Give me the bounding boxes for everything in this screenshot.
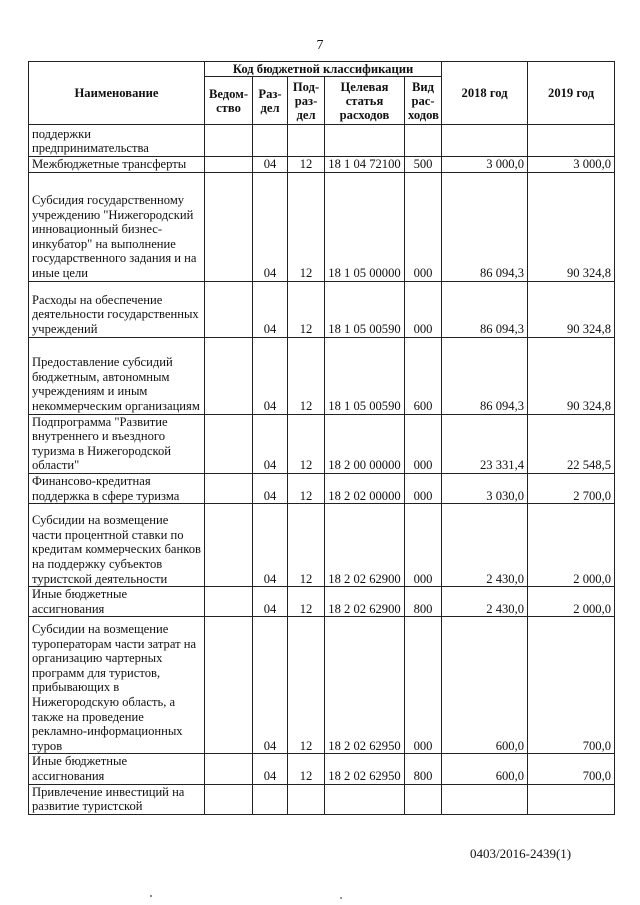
row-target: 18 1 05 00590 <box>325 337 405 414</box>
row-vedom <box>205 125 253 157</box>
row-2018: 600,0 <box>442 754 528 784</box>
row-vid: 000 <box>405 504 442 587</box>
header-vedom: Ведом-ство <box>205 77 253 125</box>
row-vid: 600 <box>405 337 442 414</box>
row-podrazdel: 12 <box>288 473 325 503</box>
table-row <box>29 172 615 281</box>
row-name: Иные бюджетные ассигнования <box>29 587 205 617</box>
header-2019: 2019 год <box>528 62 615 125</box>
row-target: 18 2 02 62950 <box>325 617 405 754</box>
row-podrazdel <box>288 125 325 157</box>
row-name: Иные бюджетные ассигнования <box>29 754 205 784</box>
table-row <box>29 281 615 337</box>
row-razdel: 04 <box>253 337 288 414</box>
row-podrazdel: 12 <box>288 754 325 784</box>
page-number: 7 <box>316 38 324 53</box>
row-target: 18 2 00 00000 <box>325 414 405 473</box>
row-razdel: 04 <box>253 587 288 617</box>
row-podrazdel: 12 <box>288 587 325 617</box>
row-target: 18 2 02 62900 <box>325 504 405 587</box>
header-code-group: Код бюджетной классификации <box>205 62 442 77</box>
document-code: 0403/2016-2439(1) <box>470 846 572 861</box>
row-vid: 500 <box>405 157 442 173</box>
header-vid: Вид рас-ходов <box>405 77 442 125</box>
row-podrazdel: 12 <box>288 414 325 473</box>
row-target: 18 1 05 00590 <box>325 281 405 337</box>
row-vedom <box>205 172 253 281</box>
row-target: 18 1 05 00000 <box>325 172 405 281</box>
table-row <box>29 414 615 473</box>
row-podrazdel: 12 <box>288 617 325 754</box>
row-2018: 600,0 <box>442 617 528 754</box>
row-2019: 90 324,8 <box>528 172 615 281</box>
row-podrazdel: 12 <box>288 157 325 173</box>
header-target: Целевая статья расходов <box>325 77 405 125</box>
table-row <box>29 504 615 587</box>
row-2018 <box>442 784 528 814</box>
row-2018: 86 094,3 <box>442 337 528 414</box>
row-2019: 22 548,5 <box>528 414 615 473</box>
row-2018 <box>442 125 528 157</box>
row-2019: 90 324,8 <box>528 281 615 337</box>
row-2018: 23 331,4 <box>442 414 528 473</box>
header-razdel: Раз-дел <box>253 77 288 125</box>
row-vid: 000 <box>405 617 442 754</box>
row-podrazdel: 12 <box>288 337 325 414</box>
scan-speck <box>340 897 342 899</box>
table-row <box>29 473 615 503</box>
scan-speck <box>150 895 152 897</box>
row-2018: 86 094,3 <box>442 172 528 281</box>
row-2019: 2 000,0 <box>528 504 615 587</box>
row-2019: 90 324,8 <box>528 337 615 414</box>
row-vedom <box>205 784 253 814</box>
row-vedom <box>205 617 253 754</box>
row-2018: 3 000,0 <box>442 157 528 173</box>
row-podrazdel: 12 <box>288 504 325 587</box>
row-vid: 000 <box>405 473 442 503</box>
row-target <box>325 125 405 157</box>
row-razdel: 04 <box>253 473 288 503</box>
row-vid: 000 <box>405 172 442 281</box>
row-target: 18 1 04 72100 <box>325 157 405 173</box>
header-name: Наименование <box>29 62 205 125</box>
table-header <box>29 62 615 125</box>
row-razdel: 04 <box>253 754 288 784</box>
row-vid: 800 <box>405 754 442 784</box>
row-vid: 800 <box>405 587 442 617</box>
row-vedom <box>205 754 253 784</box>
row-vedom <box>205 281 253 337</box>
row-podrazdel <box>288 784 325 814</box>
table-row <box>29 754 615 784</box>
row-name: Подпрограмма "Развитие внутреннего и въездного туризма в Нижегородской области" <box>29 414 205 473</box>
budget-table <box>28 61 615 815</box>
row-razdel: 04 <box>253 281 288 337</box>
row-target: 18 2 02 62950 <box>325 754 405 784</box>
row-2019: 2 700,0 <box>528 473 615 503</box>
table-row <box>29 617 615 754</box>
row-podrazdel: 12 <box>288 172 325 281</box>
row-vid <box>405 784 442 814</box>
table-row <box>29 587 615 617</box>
table-row <box>29 157 615 173</box>
row-target: 18 2 02 62900 <box>325 587 405 617</box>
row-name: Межбюджетные трансферты <box>29 157 205 173</box>
row-2018: 2 430,0 <box>442 587 528 617</box>
row-vid: 000 <box>405 281 442 337</box>
row-2019: 700,0 <box>528 754 615 784</box>
row-name: Расходы на обеспечение деятельности государственных учреждений <box>29 281 205 337</box>
row-2018: 3 030,0 <box>442 473 528 503</box>
row-name: Предоставление субсидий бюджетным, автономным учреждениям и иным некоммерческим организациям <box>29 337 205 414</box>
table-row <box>29 337 615 414</box>
row-2019: 2 000,0 <box>528 587 615 617</box>
row-name: Субсидия государственному учреждению "Нижегородский инновационный бизнес-инкубатор" на выполнение государственного задания и на иные цели <box>29 172 205 281</box>
row-name: поддержки предпринимательства <box>29 125 205 157</box>
row-razdel: 04 <box>253 617 288 754</box>
row-name: Финансово-кредитная поддержка в сфере туризма <box>29 473 205 503</box>
row-razdel: 04 <box>253 414 288 473</box>
row-vedom <box>205 337 253 414</box>
row-razdel: 04 <box>253 172 288 281</box>
row-podrazdel: 12 <box>288 281 325 337</box>
header-2018: 2018 год <box>442 62 528 125</box>
row-vedom <box>205 473 253 503</box>
row-vid: 000 <box>405 414 442 473</box>
row-name: Субсидии на возмещение части процентной ставки по кредитам коммерческих банков на поддержку субъектов туристской деятельности <box>29 504 205 587</box>
row-vedom <box>205 157 253 173</box>
row-razdel: 04 <box>253 157 288 173</box>
row-name: Привлечение инвестиций на развитие туристской <box>29 784 205 814</box>
row-name: Субсидии на возмещение туроператорам части затрат на организацию чартерных программ для туристов, прибывающих в Нижегородскую область, а также на проведение рекламно-информационных туров <box>29 617 205 754</box>
row-2018: 86 094,3 <box>442 281 528 337</box>
row-target: 18 2 02 00000 <box>325 473 405 503</box>
header-podrazdel: Под-раз-дел <box>288 77 325 125</box>
table-row <box>29 125 615 157</box>
row-razdel <box>253 784 288 814</box>
table-body <box>29 125 615 815</box>
row-vedom <box>205 414 253 473</box>
row-target <box>325 784 405 814</box>
row-2019 <box>528 125 615 157</box>
row-vedom <box>205 504 253 587</box>
row-razdel: 04 <box>253 504 288 587</box>
row-2019: 3 000,0 <box>528 157 615 173</box>
row-razdel <box>253 125 288 157</box>
row-vedom <box>205 587 253 617</box>
row-2019: 700,0 <box>528 617 615 754</box>
row-2019 <box>528 784 615 814</box>
table-row <box>29 784 615 814</box>
row-2018: 2 430,0 <box>442 504 528 587</box>
row-vid <box>405 125 442 157</box>
